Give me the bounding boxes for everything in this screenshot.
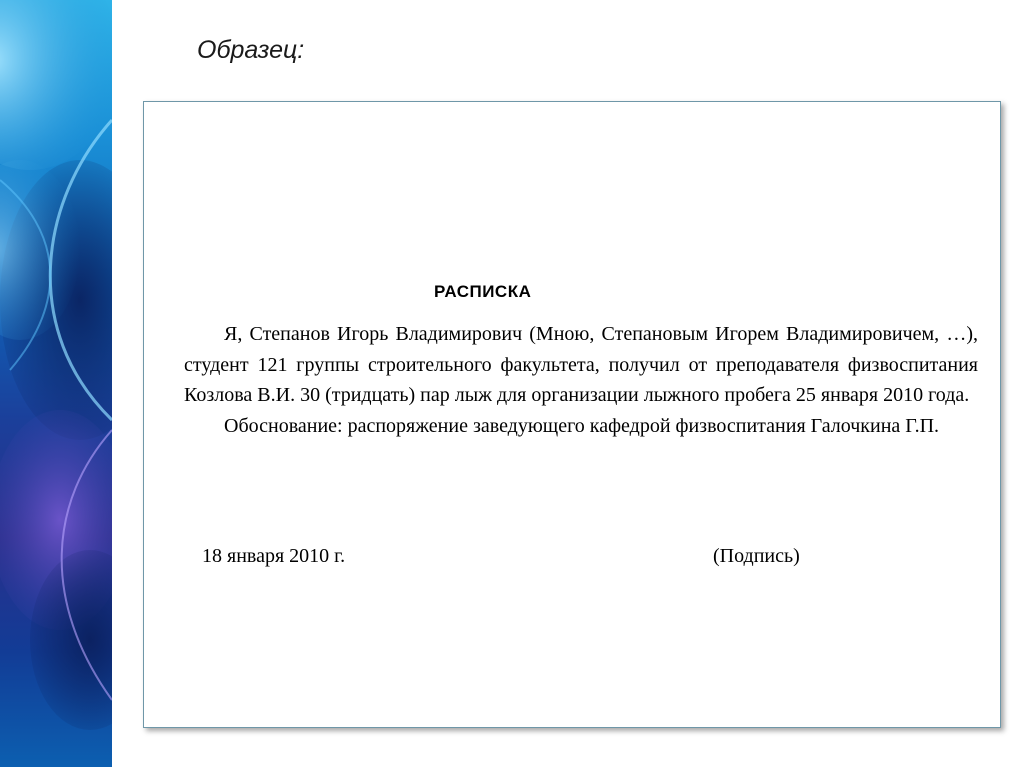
justification-paragraph: Обоснование: распоряжение заведующего кафедрой физвоспитания Галочкина Г.П. xyxy=(224,414,940,437)
receipt-paragraph: Я, Степанов Игорь Владимирович (Мною, Степановым Игорем Владимировичем, …), студент 121 группы строительного факультета, получил от преподавателя физвоспитания Козлова В.И. 30 (тридцать) пар лыж для организации лыжного пробега 25 января 2010 года. xyxy=(184,323,978,406)
document-body xyxy=(184,319,978,441)
document-title: РАСПИСКА xyxy=(434,282,532,301)
document-date: 18 января 2010 г. xyxy=(202,545,346,567)
signature-placeholder: (Подпись) xyxy=(713,545,800,567)
document-frame xyxy=(143,101,1001,728)
slide-heading: Образец: xyxy=(197,36,305,64)
abstract-swirl-graphic xyxy=(0,0,112,767)
decorative-side-art xyxy=(0,0,112,767)
